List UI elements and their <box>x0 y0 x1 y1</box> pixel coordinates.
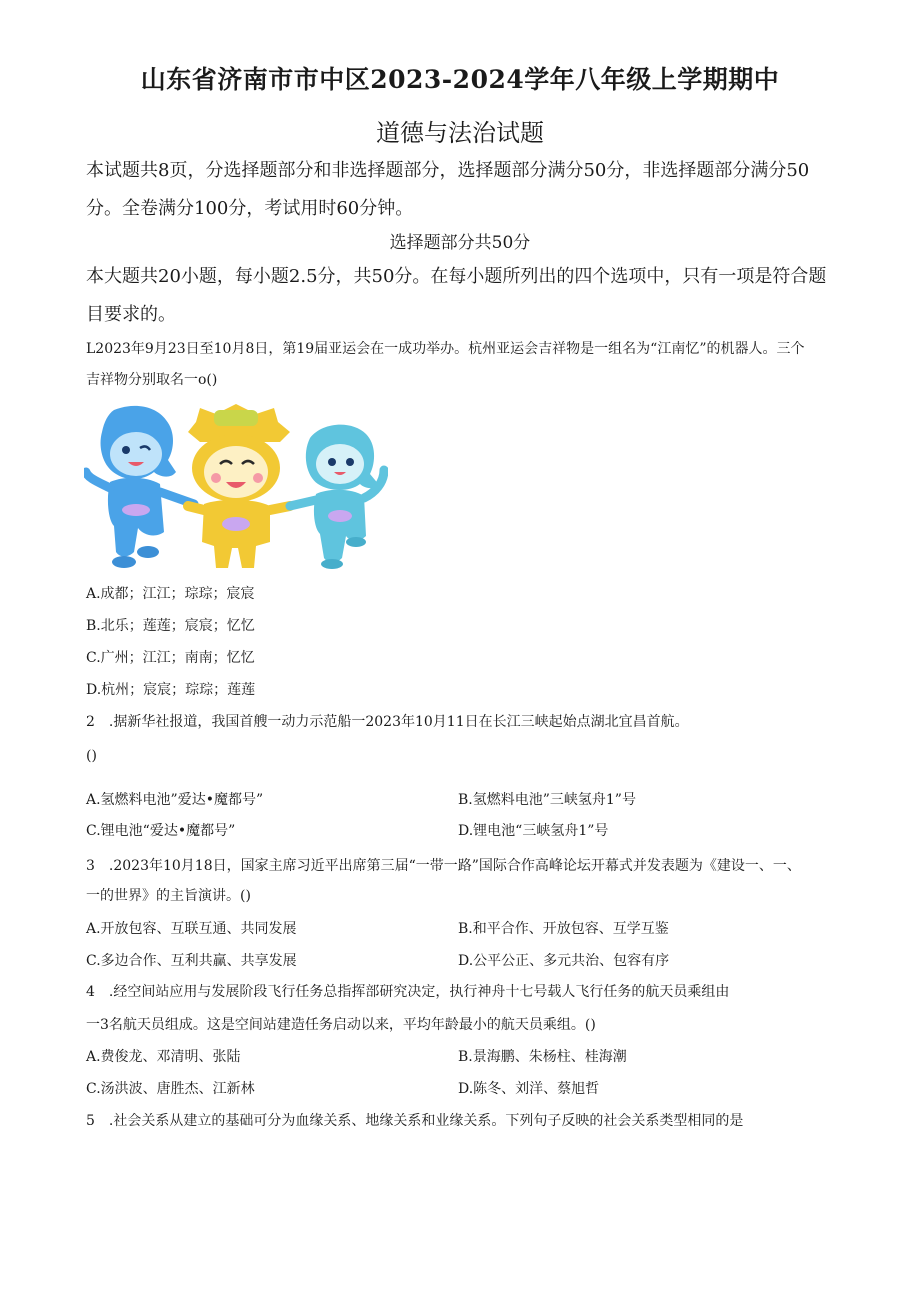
question-3-stem-line1: 3 .2023年10月18日，国家主席习近平出席第三届“一带一路”国际合作高峰论坛开幕式并发表题为《建设一、一、 <box>86 858 801 874</box>
question-4-option-d[interactable]: D.陈冬、刘洋、蔡旭哲 <box>458 1081 600 1097</box>
section-instruction-2: 目要求的。 <box>86 304 176 325</box>
question-5-stem-line1: 5 .社会关系从建立的基础可分为血缘关系、地缘关系和业缘关系。下列句子反映的社会关系类型相同的是 <box>86 1113 744 1129</box>
question-1-option-a[interactable]: A.成都；江江；琮琮；宸宸 <box>86 586 255 602</box>
mascot-right <box>290 425 384 569</box>
exam-title: 山东省济南市市中区2023-2024学年八年级上学期期中 <box>140 65 780 94</box>
question-1-option-d[interactable]: D.杭州；宸宸；琮琮；莲莲 <box>86 682 256 698</box>
question-3-stem-line2: 一的世界》的主旨演讲。() <box>86 888 251 904</box>
mascot-middle <box>188 404 290 568</box>
question-3-option-b[interactable]: B.和平合作、开放包容、互学互鉴 <box>458 921 669 937</box>
question-4-stem-line1: 4 .经空间站应用与发展阶段飞行任务总指挥部研究决定，执行神舟十七号载人飞行任务的航天员乘组由 <box>86 984 730 1000</box>
exam-subtitle: 道德与法治试题 <box>376 119 544 147</box>
question-1-option-c[interactable]: C.广州；江江；南南；忆忆 <box>86 650 255 666</box>
question-2-option-c[interactable]: C.锂电池“爱达•魔都号” <box>86 823 236 839</box>
mascot-left <box>86 406 194 568</box>
question-4-option-a[interactable]: A.费俊龙、邓清明、张陆 <box>86 1049 241 1065</box>
question-2-option-d[interactable]: D.锂电池“三峡氢舟1”号 <box>458 823 609 839</box>
intro-line-1: 本试题共8页，分选择题部分和非选择题部分，选择题部分满分50分，非选择题部分满分50 <box>86 160 810 181</box>
question-2-stem-line2: () <box>86 748 97 764</box>
question-4-option-b[interactable]: B.景海鹏、朱杨柱、桂海潮 <box>458 1049 627 1065</box>
question-3-option-d[interactable]: D.公平公正、多元共治、包容有序 <box>458 953 670 969</box>
section-instruction-1: 本大题共20小题，每小题2.5分，共50分。在每小题所列出的四个选项中，只有一项是符合题 <box>86 266 827 287</box>
question-1-stem-line1: L2023年9月23日至10月8日，第19届亚运会在一成功举办。杭州亚运会吉祥物是一组名为“江南忆”的机器人。三个 <box>86 341 805 357</box>
question-4-option-c[interactable]: C.汤洪波、唐胜杰、江新林 <box>86 1081 255 1097</box>
question-1-option-b[interactable]: B.北乐；莲莲；宸宸；忆忆 <box>86 618 255 634</box>
question-3-option-a[interactable]: A.开放包容、互联互通、共同发展 <box>86 921 297 937</box>
question-1-stem-line2: 吉祥物分别取名一o() <box>86 372 218 388</box>
mascots-image <box>84 402 388 574</box>
question-3-option-c[interactable]: C.多边合作、互利共赢、共享发展 <box>86 953 297 969</box>
question-4-stem-line2: 一3名航天员组成。这是空间站建造任务启动以来，平均年龄最小的航天员乘组。() <box>86 1017 596 1033</box>
intro-line-2: 分。全卷满分100分，考试用时60分钟。 <box>86 198 414 219</box>
question-2-stem-line1: 2 .据新华社报道，我国首艘一动力示范船一2023年10月11日在长江三峡起始点湖北宜昌首航。 <box>86 714 689 730</box>
section-heading: 选择题部分共50分 <box>389 233 531 253</box>
question-2-option-a[interactable]: A.氢燃料电池”爱达•魔都号” <box>86 792 264 808</box>
question-2-option-b[interactable]: B.氢燃料电池”三峡氢舟1”号 <box>458 792 636 808</box>
